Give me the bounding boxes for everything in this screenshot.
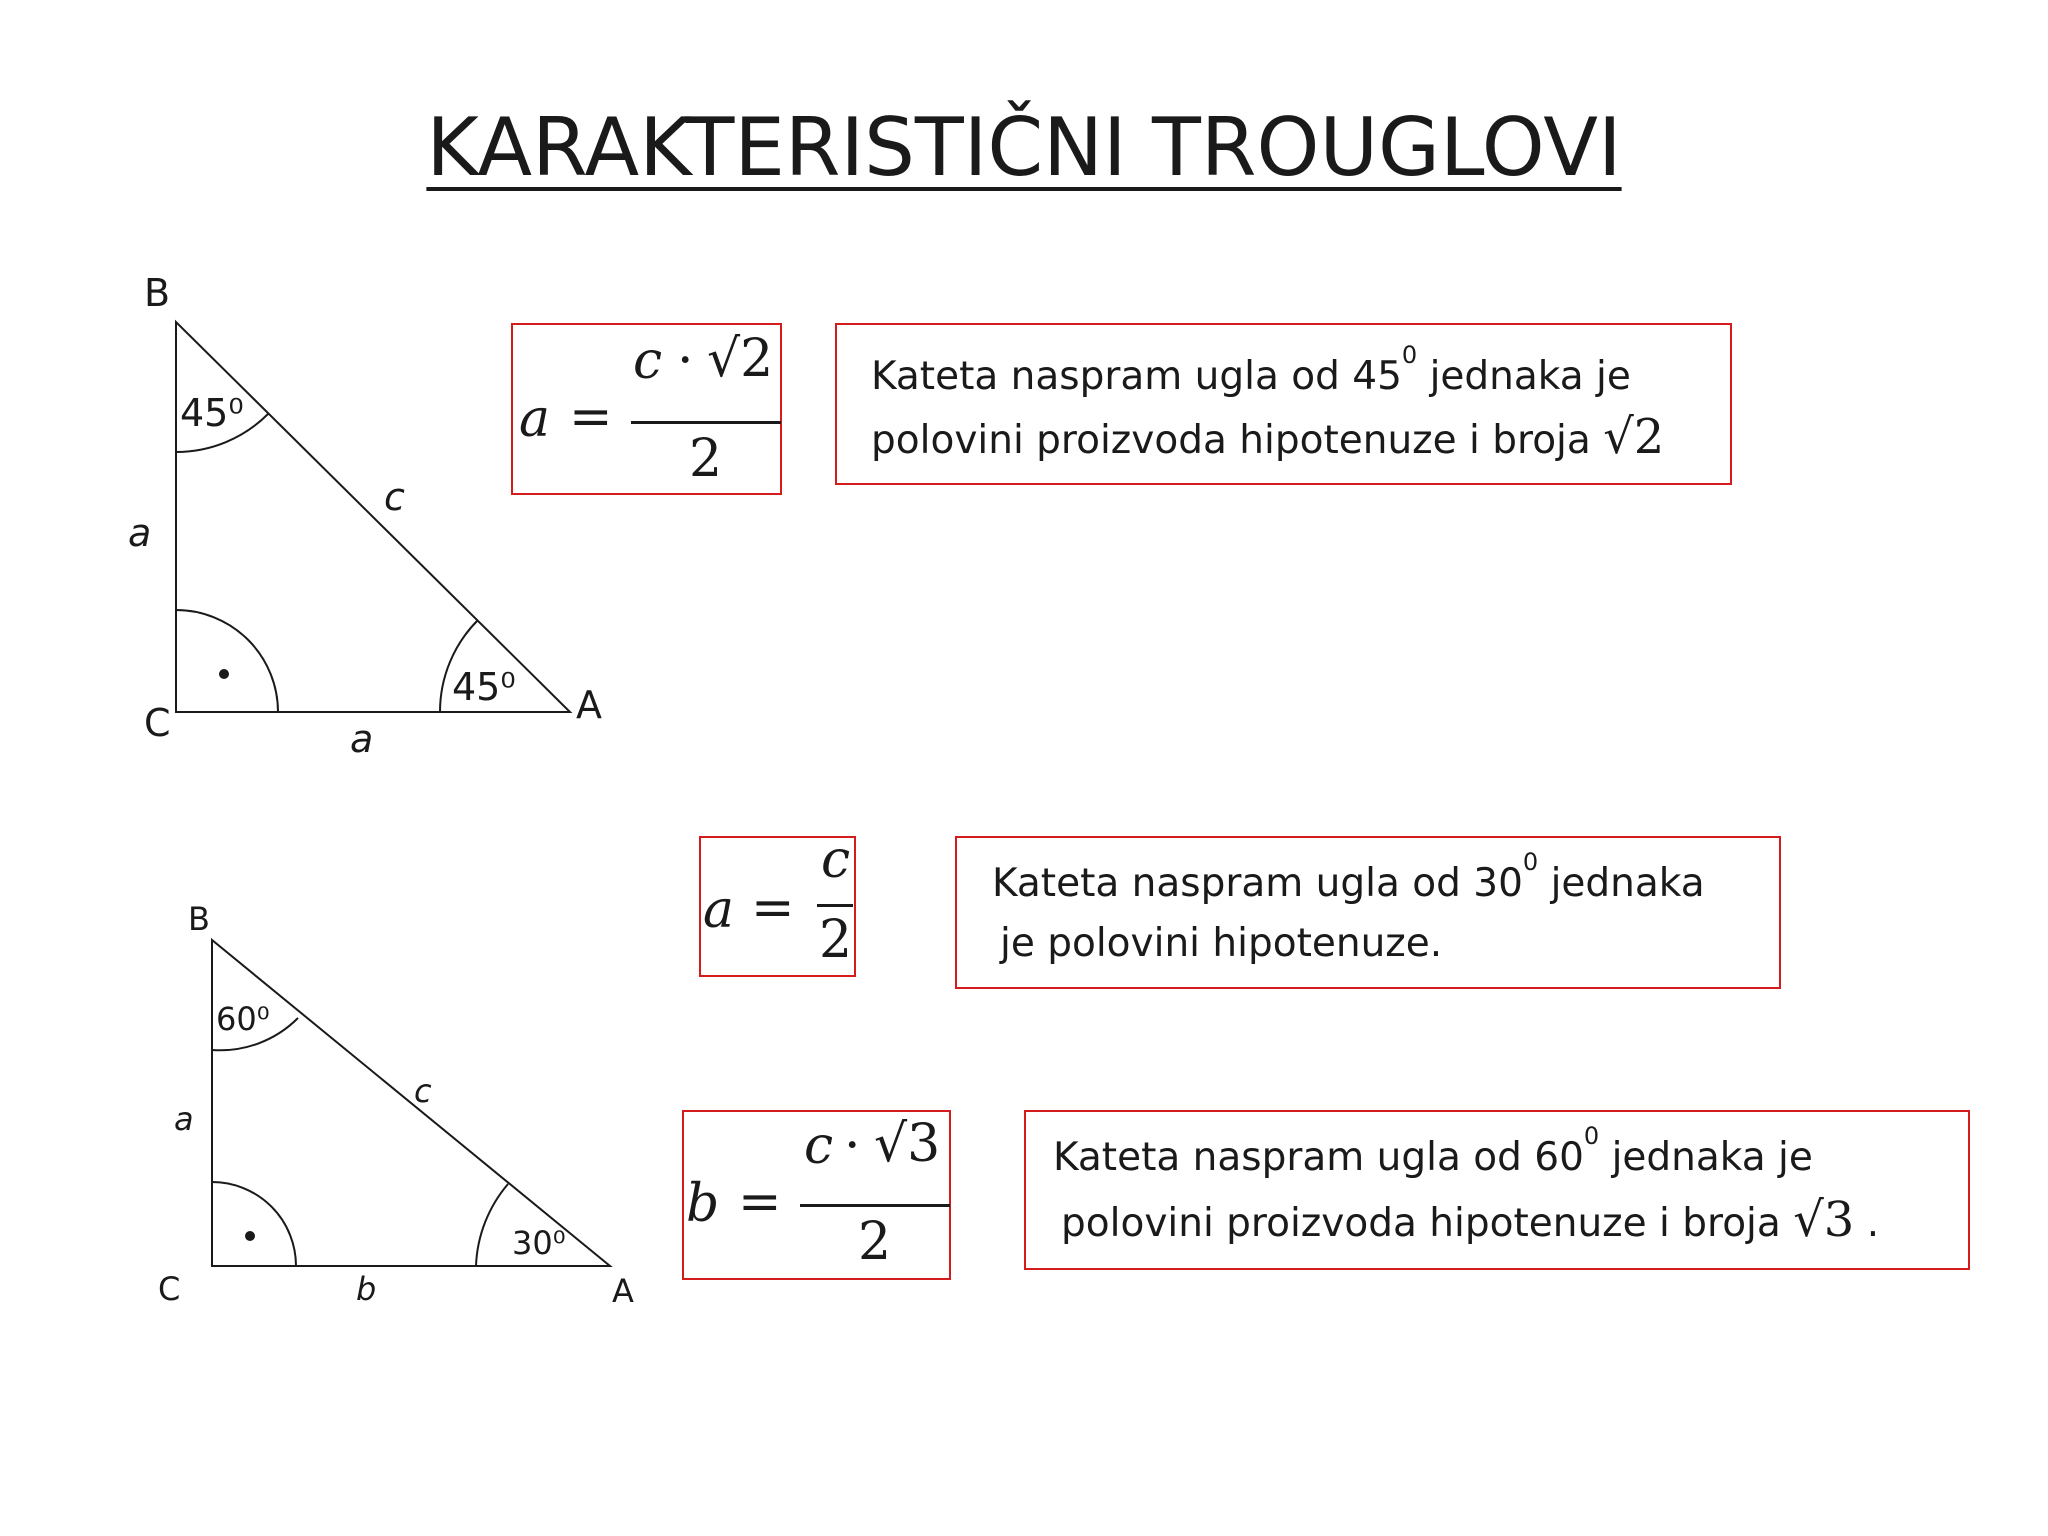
triangle2-vertex-c: C <box>158 1270 181 1308</box>
right-angle-dot <box>245 1231 255 1241</box>
triangle2-side-a: a <box>174 1100 194 1138</box>
triangle1-right-angle-arc <box>176 610 278 712</box>
triangle1-vertex-a: A <box>576 683 602 727</box>
formula1-fraction-bar <box>631 421 781 424</box>
description3-line1: Kateta naspram ugla od $60^0$ jednaka je <box>1053 1122 1813 1180</box>
triangle2-vertex-a: A <box>612 1272 634 1310</box>
triangle1-side-a-vertical: a <box>128 511 152 555</box>
triangle2-vertex-b: B <box>188 900 210 938</box>
formula1-equals: = <box>569 387 613 447</box>
formula1-num-radical: √2 <box>707 329 774 389</box>
formula2-fraction-bar <box>817 904 853 907</box>
triangle1-vertex-b: B <box>144 271 171 315</box>
formula2-equals: = <box>751 878 795 938</box>
description1-line2: polovini proizvoda hipotenuze i broja √2 <box>871 409 1665 465</box>
formula-box-60 <box>682 1110 951 1280</box>
triangle1-vertex-c: C <box>144 701 171 745</box>
triangle2-sides <box>212 940 610 1266</box>
formula1-denominator: 2 <box>689 429 723 489</box>
page-title: KARAKTERISTIČNI TROUGLOVI <box>426 101 1622 194</box>
description2-line1: Kateta naspram ugla od $30^0$ jednaka <box>992 848 1705 906</box>
formula-box-45 <box>511 323 782 495</box>
description1-line1: Kateta naspram ugla od $45^0$ jednaka je <box>871 341 1631 399</box>
triangle2-angle-a-arc <box>476 1184 508 1266</box>
formula3-fraction-bar <box>800 1204 950 1207</box>
description-box-30 <box>955 836 1781 989</box>
description-box-45 <box>835 323 1732 485</box>
description3-line2: polovini proizvoda hipotenuze i broja √3 . <box>1061 1192 1880 1248</box>
triangle2-side-b: b <box>356 1270 377 1308</box>
formula2-lhs: a <box>703 880 735 940</box>
right-angle-dot <box>219 669 229 679</box>
triangle2-angle-a-label: 30⁰ <box>512 1224 566 1262</box>
formula3-denominator: 2 <box>858 1212 892 1272</box>
triangle1-side-c: c <box>384 475 405 519</box>
formula2-num-var: c <box>821 830 851 890</box>
triangle2-right-angle-arc <box>212 1182 296 1266</box>
triangle1-side-a-horizontal: a <box>350 717 374 761</box>
description-box-60 <box>1024 1110 1970 1270</box>
formula3-num-dot: · <box>844 1116 861 1176</box>
formula3-lhs: b <box>686 1174 720 1234</box>
triangle1-angle-b-label: 45⁰ <box>180 391 244 435</box>
formula3-num-var: c <box>804 1116 834 1176</box>
triangle2-angle-b-label: 60⁰ <box>216 1000 270 1038</box>
formula1-lhs: a <box>519 389 551 449</box>
formula3-equals: = <box>738 1172 782 1232</box>
triangle1-angle-a-label: 45⁰ <box>452 665 516 709</box>
formula1-num-dot: · <box>677 331 694 391</box>
formula3-num-radical: √3 <box>874 1114 941 1174</box>
formula-box-30 <box>699 830 856 977</box>
triangle2-side-c: c <box>414 1072 432 1110</box>
description2-line2: je polovini hipotenuze. <box>1000 921 1443 966</box>
formula2-denominator: 2 <box>819 910 853 970</box>
formula1-num-var: c <box>633 331 663 391</box>
